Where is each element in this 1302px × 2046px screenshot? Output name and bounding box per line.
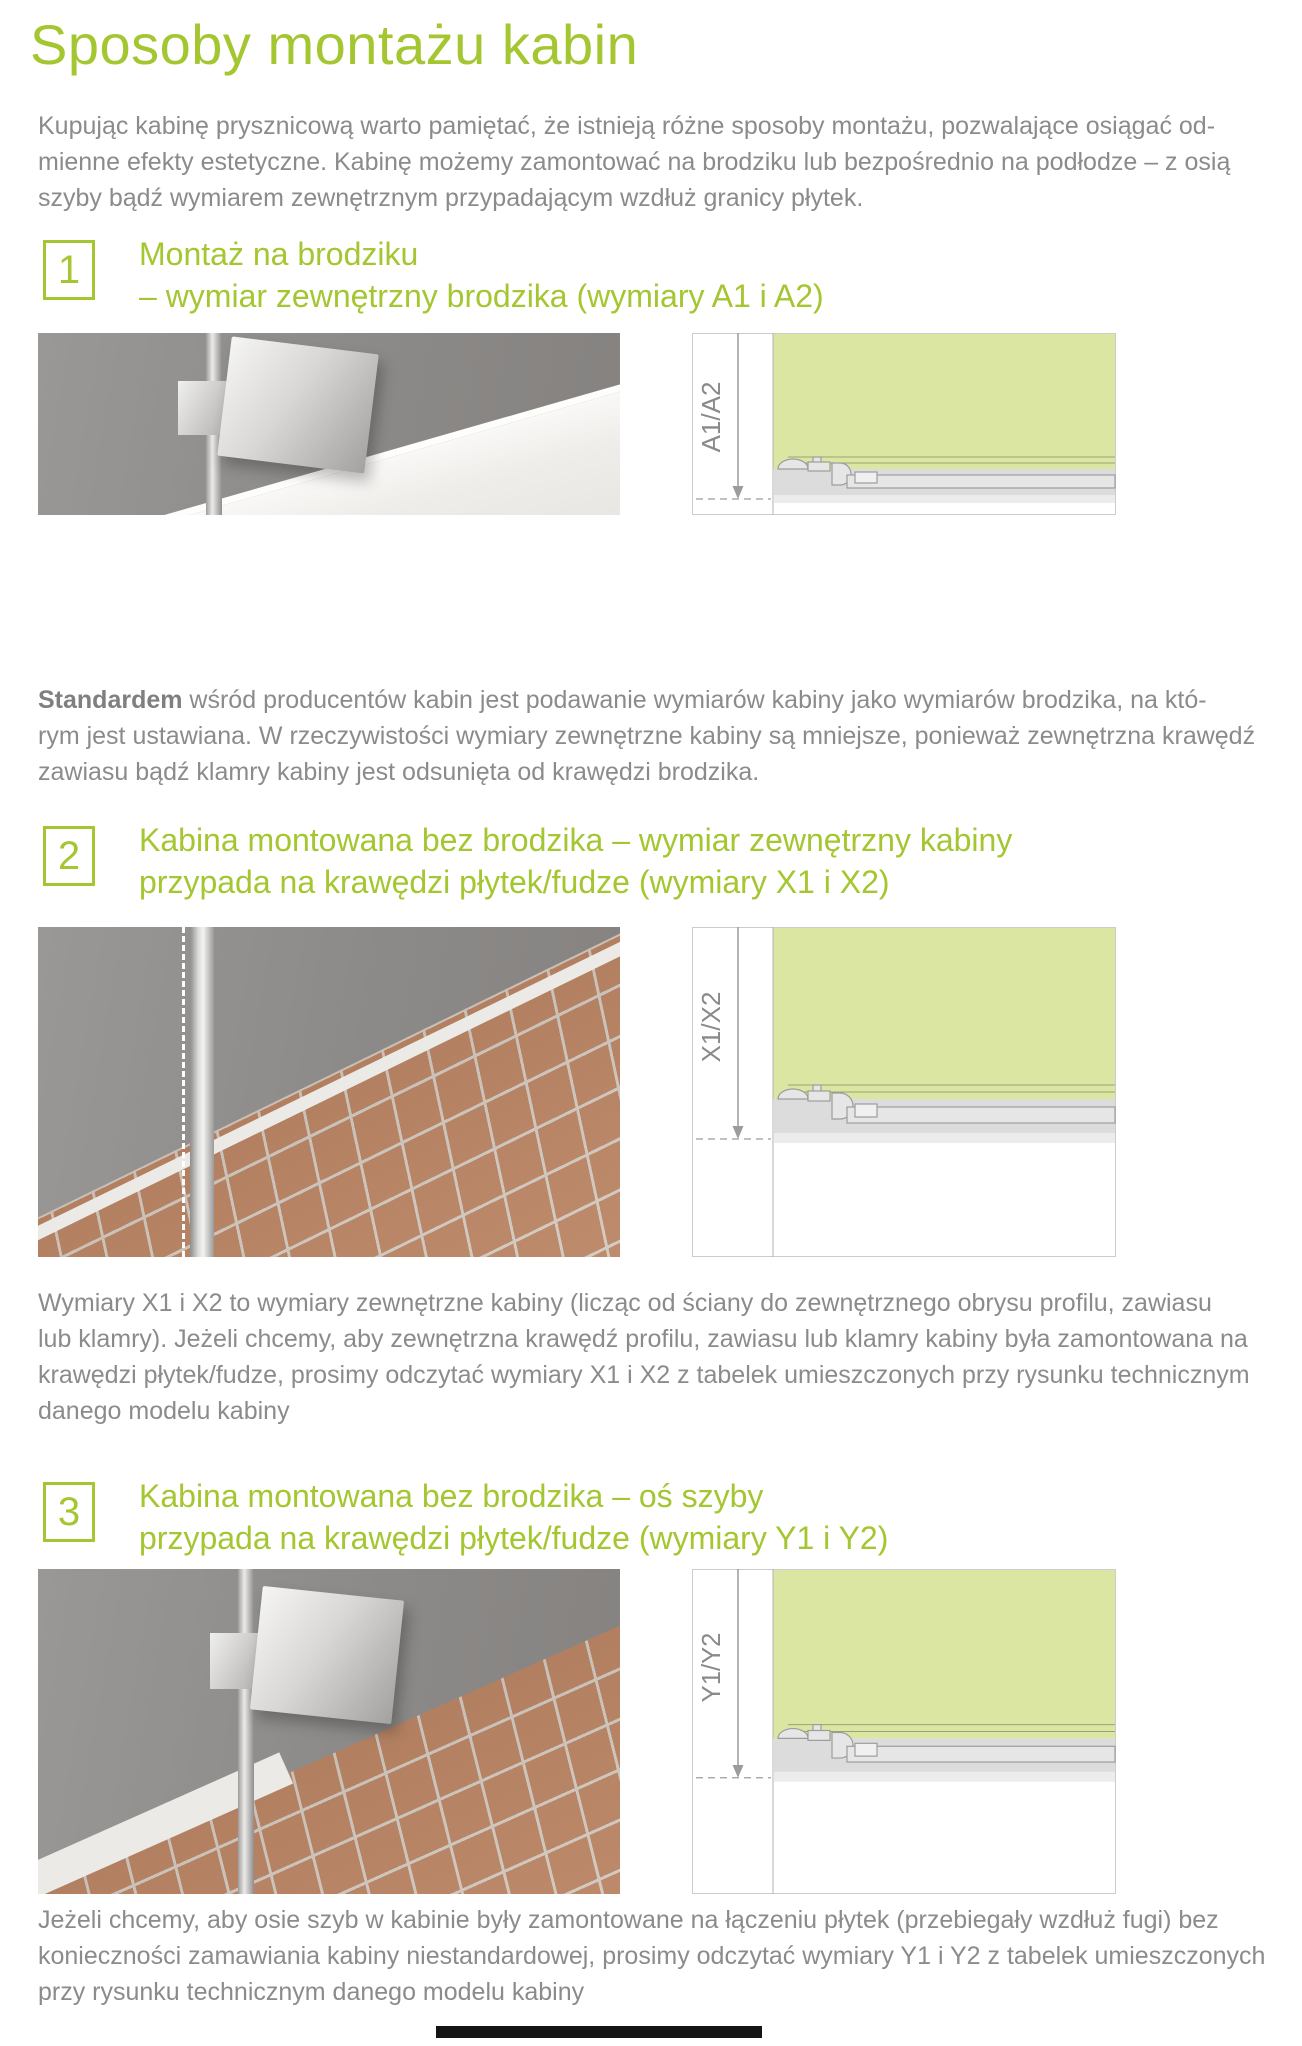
tray-profile-bar bbox=[847, 475, 1115, 488]
paragraph-line: Wymiary X1 i X2 to wymiary zewnętrzne kabiny (licząc od ściany do zewnętrznego obrysu profilu, zawiasu bbox=[38, 1289, 1212, 1317]
page-title: Sposoby montażu kabin bbox=[30, 13, 639, 76]
dimension-label: X1/X2 bbox=[696, 991, 726, 1063]
glass-pane bbox=[773, 928, 1115, 1099]
profile-band-light bbox=[774, 1772, 1115, 1782]
paragraph-lead-bold: Standardem bbox=[38, 686, 183, 714]
profile-band-light bbox=[774, 495, 1115, 503]
section-2-heading-line: Kabina montowana bez brodzika – wymiar zewnętrzny kabiny bbox=[139, 822, 1013, 858]
intro-line: szyby bądź wymiarem zewnętrznym przypadającym wzdłuż granicy płytek. bbox=[38, 184, 864, 212]
paragraph-line: zawiasu bądź klamry kabiny jest odsunięta od krawędzi brodzika. bbox=[38, 758, 760, 786]
paragraph-line: Jeżeli chcemy, aby osie szyb w kabinie były zamontowane na łączeniu płytek (przebiegały wzdłuż fugi) bez bbox=[38, 1906, 1219, 1934]
photo-shower-tray-hinge bbox=[38, 333, 620, 515]
paragraph-line: przy rysunku technicznym danego modelu kabiny bbox=[38, 1978, 585, 2006]
section-1-heading-line: – wymiar zewnętrzny brodzika (wymiary A1 i A2) bbox=[139, 278, 824, 314]
section-1-heading-line: Montaż na brodziku bbox=[139, 236, 419, 272]
glass-pane bbox=[773, 1570, 1115, 1738]
paragraph-line bbox=[38, 686, 1207, 715]
profile-bracket bbox=[808, 1731, 830, 1741]
hinge-plate bbox=[217, 336, 379, 473]
diagram-y1y2 bbox=[692, 1569, 1116, 1894]
hinge-arm bbox=[210, 1633, 258, 1689]
tray-profile-bar bbox=[847, 1107, 1115, 1123]
hinge-plate bbox=[250, 1586, 404, 1724]
bottom-black-bar bbox=[436, 2026, 762, 2038]
tray-profile-notch bbox=[855, 1743, 877, 1756]
profile-bracket bbox=[808, 1091, 830, 1101]
intro-line: Kupując kabinę prysznicową warto pamiętać, że istnieją różne sposoby montażu, pozwalające osiągać od- bbox=[38, 112, 1216, 140]
glass-axis-dashed-line bbox=[182, 927, 185, 1257]
tray-profile-notch bbox=[855, 472, 877, 483]
paragraph-line: lub klamry). Jeżeli chcemy, aby zewnętrzna krawędź profilu, zawiasu lub klamry kabiny była zamontowana na bbox=[38, 1325, 1248, 1353]
paragraph-line: rym jest ustawiana. W rzeczywistości wymiary zewnętrzne kabiny są mniejsze, ponieważ zewnętrzna krawędź bbox=[38, 722, 1256, 750]
diagram-a1a2 bbox=[692, 333, 1116, 515]
paragraph-line: danego modelu kabiny bbox=[38, 1397, 290, 1425]
tray-profile-notch bbox=[855, 1104, 877, 1117]
profile-band-light bbox=[774, 1133, 1115, 1143]
photo-wall-profile-tiles bbox=[38, 927, 620, 1257]
section-number-box-1 bbox=[43, 240, 95, 300]
glass-edge-rail bbox=[238, 1569, 254, 1894]
paragraph-text: wśród producentów kabin jest podawanie wymiarów kabiny jako wymiarów brodzika, na któ- bbox=[182, 686, 1207, 714]
section-3-heading-line: przypada na krawędzi płytek/fudze (wymiary Y1 i Y2) bbox=[139, 1520, 889, 1556]
section-number-box-3 bbox=[43, 1482, 95, 1542]
section-number: 3 bbox=[57, 1489, 81, 1534]
section-number: 1 bbox=[57, 247, 81, 292]
paragraph-line: konieczności zamawiania kabiny niestandardowej, prosimy odczytać wymiary Y1 i Y2 z tabelek umieszczonych bbox=[38, 1942, 1266, 1970]
photo-hinge-tiles bbox=[38, 1569, 620, 1894]
profile-bracket bbox=[808, 462, 830, 471]
section-3-heading-line: Kabina montowana bez brodzika – oś szyby bbox=[139, 1478, 764, 1514]
wall-profile bbox=[190, 927, 214, 1257]
dimension-label: Y1/Y2 bbox=[697, 1632, 727, 1703]
diagram-x1x2 bbox=[692, 927, 1116, 1257]
section-number-box-2 bbox=[43, 826, 95, 886]
section-number: 2 bbox=[57, 833, 81, 878]
intro-line: mienne efekty estetyczne. Kabinę możemy zamontować na brodziku lub bezpośrednio na podłodze – z osią bbox=[38, 148, 1231, 176]
dimension-label: A1/A2 bbox=[696, 381, 726, 453]
section-2-heading-line: przypada na krawędzi płytek/fudze (wymiary X1 i X2) bbox=[139, 864, 890, 900]
glass-pane bbox=[773, 334, 1115, 469]
tray-profile-bar bbox=[847, 1746, 1115, 1762]
paragraph-line: krawędzi płytek/fudze, prosimy odczytać wymiary X1 i X2 z tabelek umieszczonych przy rysunku technicznym bbox=[38, 1361, 1250, 1389]
